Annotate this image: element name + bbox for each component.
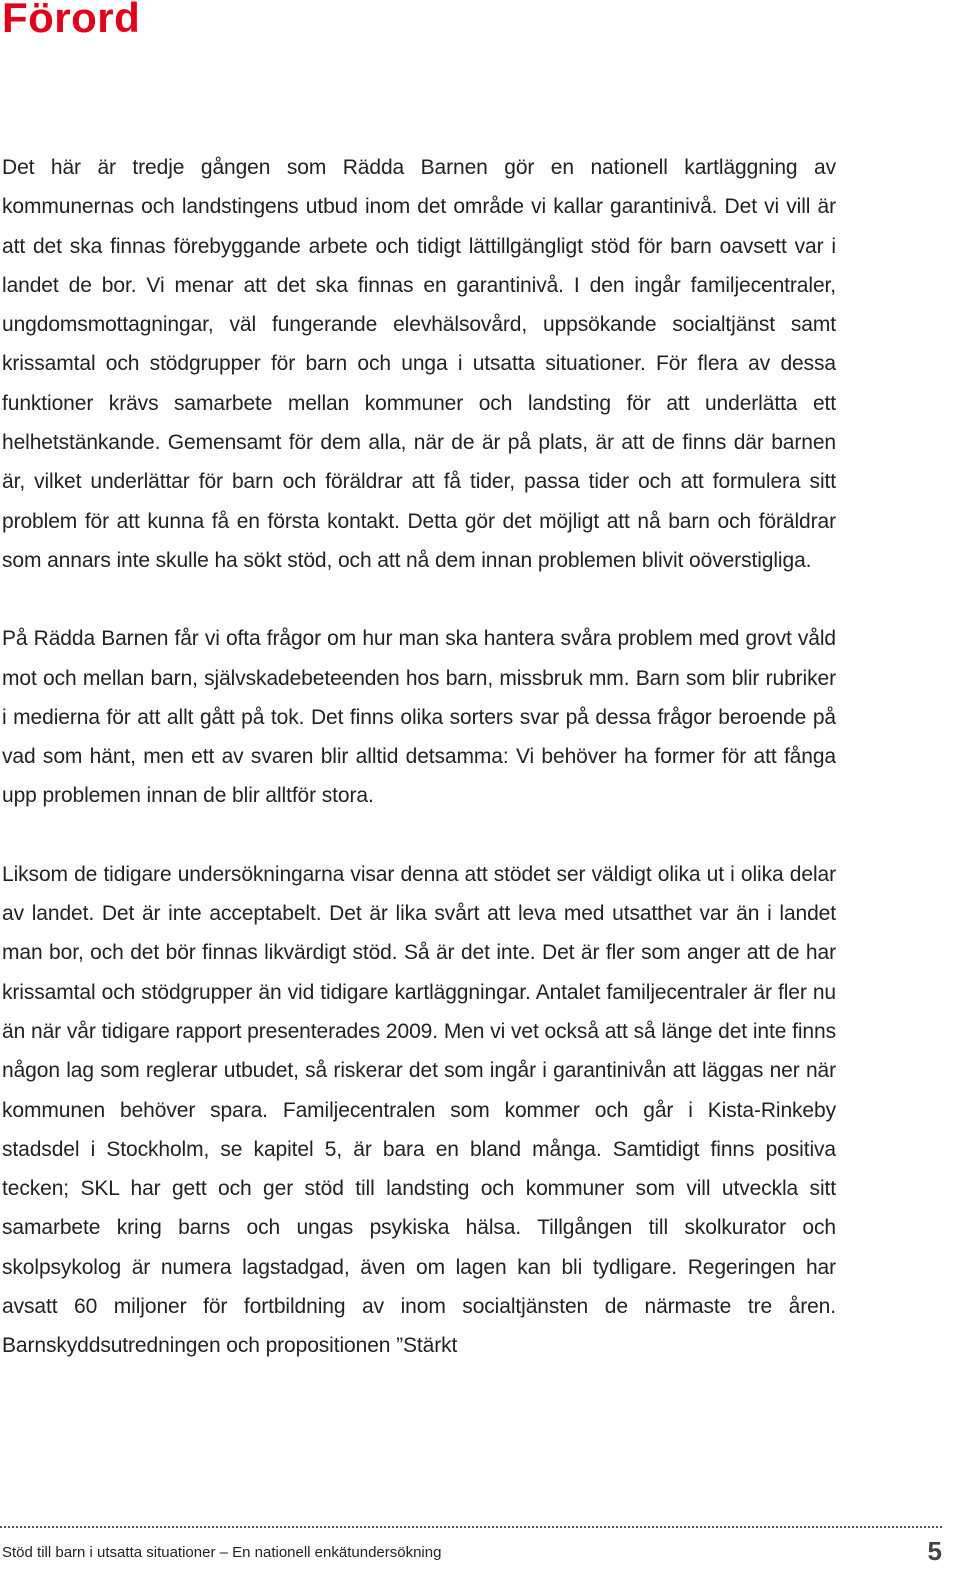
paragraph-undersokningar: Liksom de tidigare undersökningarna visar denna att stödet ser väldigt olika ut i olika delar av landet. Det är inte acceptabelt. Det är lika svårt att leva med utsatthet var än i landet man bor, och det bör finnas likvärdigt stöd. Så är det inte. Det är fler som anger att de har krissamtal och stödgrupper än vid tidigare kartläggningar. Antalet familjecentraler är fler nu än när vår tidigare rapport presenterades 2009. Men vi vet också att så länge det inte finns någon lag som reglerar utbudet, så riskerar det som ingår i garantinivån att läggas ner när kommunen behöver spara. Familjecentralen som kommer och går i Kista-Rinkeby stadsdel i Stockholm, se kapitel 5, är bara en bland många. Samtidigt finns positiva tecken; SKL har gett och ger stöd till landsting och kommuner som vill utveckla sitt samarbete kring barns och ungas psykiska hälsa. Tillgången till skolkurator och skolpsykolog är numera lagstadgad, även om lagen kan bli tydligare. Regeringen har avsatt 60 miljoner för fortbildning av inom socialtjänsten de närmaste tre åren. Barnskyddsutredningen och propositionen ”Stärkt: [2, 862, 836, 1358]
footer-publication-title: Stöd till barn i utsatta situationer – En nationell enkätundersökning: [2, 1544, 442, 1561]
paragraph-garantiniva: Det här är tredje gången som Rädda Barnen gör en nationell kartläggning av kommunernas och landstingens utbud inom det område vi kallar garantinivå. Det vi vill är att det ska finnas förebyggande arbete och tidigt lättillgängligt stöd för barn oavsett var i landet de bor. Vi menar att det ska finnas en garantinivå. I den ingår familjecentraler, ungdomsmottagningar, väl fungerande elevhälsovård, uppsökande socialtjänst samt krissamtal och stödgrupper för barn och unga i utsatta situationer. För flera av dessa funktioner krävs samarbete mellan kommuner och landsting för att underlätta ett helhetstänkande. Gemensamt för dem alla, när de är på plats, är att de finns där barnen är, vilket underlättar för barn och föräldrar att få tider, passa tider och att formulera sitt problem för att kunna få en första kontakt. Detta gör det möjligt att nå barn och föräldrar som annars inte skulle ha sökt stöd, och att nå dem innan problemen blivit oöverstigliga.: [2, 156, 836, 572]
paragraph-fragor: På Rädda Barnen får vi ofta frågor om hur man ska hantera svåra problem med grovt våld mot och mellan barn, självskadebeteenden hos barn, missbruk mm. Barn som blir rubriker i medierna för att allt gått på tok. Det finns olika sorters svar på dessa frågor beroende på vad som hänt, men ett av svaren blir alltid detsamma: Vi behöver ha former för att fånga upp problemen innan de blir alltför stora.: [2, 627, 836, 808]
footer-divider: [0, 1526, 942, 1528]
body-text: [2, 148, 836, 1366]
page-title: Förord: [2, 0, 141, 41]
page-number: 5: [927, 1536, 942, 1566]
